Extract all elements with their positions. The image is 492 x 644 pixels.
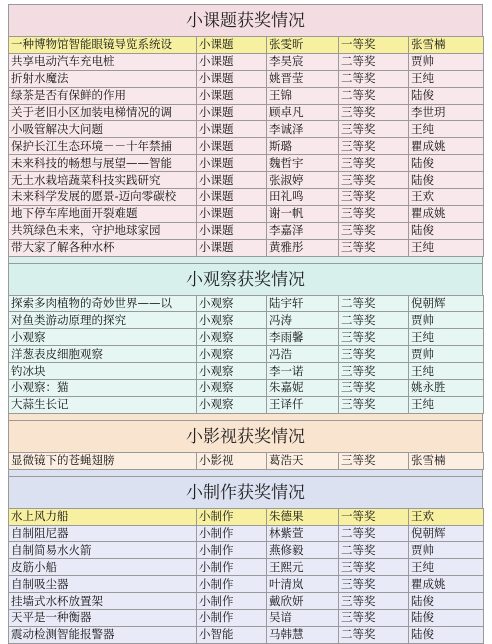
teacher-cell[interactable]: 陆俊 (409, 626, 484, 643)
student-cell[interactable]: 马韩慧 (267, 626, 339, 643)
section-title: 小课题获奖情况 (8, 4, 483, 36)
teacher-cell[interactable]: 贾帅 (409, 542, 484, 559)
project-name-cell[interactable]: 未来科学发展的愿景-迈向零碳校 (9, 189, 197, 206)
table-row[interactable] (9, 138, 484, 155)
teacher-cell[interactable]: 王欢 (409, 508, 484, 525)
section-film (8, 420, 483, 476)
student-cell[interactable]: 吴谙 (267, 610, 339, 627)
table-row[interactable] (9, 104, 484, 121)
section-title: 小制作获奖情况 (8, 476, 483, 508)
teacher-cell[interactable]: 王纯 (409, 329, 484, 346)
student-cell[interactable]: 陆宇轩 (267, 295, 339, 312)
project-name-cell[interactable]: 天平是一种衡器 (9, 610, 197, 627)
student-cell[interactable]: 黄雅彤 (267, 239, 339, 256)
table-row[interactable] (9, 363, 484, 380)
award-cell[interactable]: 一等奖 (339, 508, 409, 525)
category-cell[interactable]: 小观察 (197, 346, 267, 363)
student-cell[interactable]: 戴欣妍 (267, 593, 339, 610)
teacher-cell[interactable]: 王纯 (409, 396, 484, 413)
teacher-cell[interactable]: 姚永胜 (409, 380, 484, 397)
teacher-cell[interactable]: 李世玥 (409, 104, 484, 121)
student-cell[interactable]: 李一诺 (267, 363, 339, 380)
teacher-cell[interactable]: 王纯 (409, 121, 484, 138)
teacher-cell[interactable]: 陆俊 (409, 87, 484, 104)
teacher-cell[interactable]: 陆俊 (409, 155, 484, 172)
project-name-cell[interactable]: 大蒜生长记 (9, 396, 197, 413)
project-name-cell[interactable]: 自制简易水火箭 (9, 542, 197, 559)
student-cell[interactable]: 斯璐 (267, 138, 339, 155)
category-cell[interactable]: 小观察 (197, 380, 267, 397)
project-name-cell[interactable]: 小吸管解决大问题 (9, 121, 197, 138)
table-row[interactable] (9, 205, 484, 222)
section-topic (8, 4, 483, 263)
award-cell[interactable]: 三等奖 (339, 593, 409, 610)
project-name-cell[interactable]: 对鱼类游动原理的探究 (9, 312, 197, 329)
project-name-cell[interactable]: 保护长江生态环境－－十年禁捕 (9, 138, 197, 155)
category-cell[interactable]: 小课题 (197, 87, 267, 104)
teacher-cell[interactable]: 张雪楠 (409, 37, 484, 54)
teacher-cell[interactable]: 贾帅 (409, 346, 484, 363)
teacher-cell[interactable]: 瞿成姚 (409, 576, 484, 593)
student-cell[interactable]: 顾卓凡 (267, 104, 339, 121)
award-cell[interactable]: 三等奖 (339, 610, 409, 627)
section-observe (8, 263, 483, 420)
student-cell[interactable]: 冯浩 (267, 346, 339, 363)
student-cell[interactable]: 王译仟 (267, 396, 339, 413)
teacher-cell[interactable]: 张雪楠 (409, 452, 484, 469)
award-cell[interactable]: 二等奖 (339, 626, 409, 643)
award-cell[interactable]: 二等奖 (339, 312, 409, 329)
award-cell[interactable]: 三等奖 (339, 189, 409, 206)
student-cell[interactable]: 叶清岚 (267, 576, 339, 593)
category-cell[interactable]: 小课题 (197, 239, 267, 256)
award-cell[interactable]: 三等奖 (339, 205, 409, 222)
award-cell[interactable]: 三等奖 (339, 329, 409, 346)
award-cell[interactable]: 三等奖 (339, 172, 409, 189)
award-cell[interactable]: 一等奖 (339, 37, 409, 54)
teacher-cell[interactable]: 贾帅 (409, 312, 484, 329)
project-name-cell[interactable]: 皮筋小船 (9, 559, 197, 576)
teacher-cell[interactable]: 王纯 (409, 70, 484, 87)
category-cell[interactable]: 小课题 (197, 37, 267, 54)
project-name-cell[interactable]: 共筑绿色未来，守护地球家园 (9, 222, 197, 239)
table-row[interactable] (9, 70, 484, 87)
project-name-cell[interactable]: 小观察：猫 (9, 380, 197, 397)
award-cell[interactable]: 三等奖 (339, 559, 409, 576)
student-cell[interactable]: 朱嘉妮 (267, 380, 339, 397)
table-row[interactable] (9, 329, 484, 346)
student-cell[interactable]: 朱德果 (267, 508, 339, 525)
student-cell[interactable]: 李诚泽 (267, 121, 339, 138)
section-title: 小影视获奖情况 (8, 420, 483, 452)
table-row[interactable] (9, 380, 484, 397)
award-cell[interactable]: 三等奖 (339, 239, 409, 256)
student-cell[interactable]: 燕修毅 (267, 542, 339, 559)
teacher-cell[interactable]: 王纯 (409, 363, 484, 380)
category-cell[interactable]: 小制作 (197, 525, 267, 542)
category-cell[interactable]: 小观察 (197, 295, 267, 312)
project-name-cell[interactable]: 挂墙式水杯放置架 (9, 593, 197, 610)
category-cell[interactable]: 小课题 (197, 189, 267, 206)
category-cell[interactable]: 小课题 (197, 205, 267, 222)
category-cell[interactable]: 小影视 (197, 452, 267, 469)
award-table (8, 36, 484, 257)
award-cell[interactable]: 二等奖 (339, 542, 409, 559)
table-row[interactable] (9, 542, 484, 559)
project-name-cell[interactable]: 自制吸尘器 (9, 576, 197, 593)
table-row[interactable] (9, 525, 484, 542)
table-row[interactable] (9, 559, 484, 576)
category-cell[interactable]: 小制作 (197, 559, 267, 576)
category-cell[interactable]: 小课题 (197, 172, 267, 189)
table-row[interactable] (9, 189, 484, 206)
teacher-cell[interactable]: 倪朝辉 (409, 295, 484, 312)
award-table (8, 295, 484, 414)
award-cell[interactable]: 二等奖 (339, 70, 409, 87)
table-row[interactable] (9, 239, 484, 256)
category-cell[interactable]: 小观察 (197, 396, 267, 413)
award-table (8, 508, 484, 644)
category-cell[interactable]: 小课题 (197, 70, 267, 87)
award-cell[interactable]: 三等奖 (339, 155, 409, 172)
student-cell[interactable]: 谢一帆 (267, 205, 339, 222)
table-row[interactable] (9, 346, 484, 363)
award-cell[interactable]: 二等奖 (339, 87, 409, 104)
table-row[interactable] (9, 312, 484, 329)
teacher-cell[interactable]: 陆俊 (409, 610, 484, 627)
table-row[interactable] (9, 626, 484, 643)
student-cell[interactable]: 冯涛 (267, 312, 339, 329)
project-name-cell[interactable]: 无土水栽培蔬菜科技实践研究 (9, 172, 197, 189)
table-row[interactable] (9, 295, 484, 312)
category-cell[interactable]: 小课题 (197, 53, 267, 70)
award-cell[interactable]: 三等奖 (339, 346, 409, 363)
table-row[interactable] (9, 155, 484, 172)
award-sheet (8, 4, 483, 644)
project-name-cell[interactable]: 带大家了解各种水杯 (9, 239, 197, 256)
category-cell[interactable]: 小制作 (197, 508, 267, 525)
project-name-cell[interactable]: 关于老旧小区加装电梯情况的调 (9, 104, 197, 121)
award-cell[interactable]: 二等奖 (339, 53, 409, 70)
student-cell[interactable]: 张淑婷 (267, 172, 339, 189)
student-cell[interactable]: 田礼鸣 (267, 189, 339, 206)
table-row[interactable] (9, 222, 484, 239)
table-row[interactable] (9, 452, 484, 469)
award-cell[interactable]: 三等奖 (339, 222, 409, 239)
category-cell[interactable]: 小智能 (197, 626, 267, 643)
award-cell[interactable]: 三等奖 (339, 104, 409, 121)
project-name-cell[interactable]: 水上风力船 (9, 508, 197, 525)
category-cell[interactable]: 小制作 (197, 542, 267, 559)
student-cell[interactable]: 姚晋莹 (267, 70, 339, 87)
teacher-cell[interactable]: 陆俊 (409, 593, 484, 610)
teacher-cell[interactable]: 王欢 (409, 189, 484, 206)
project-name-cell[interactable]: 共享电动汽车充电桩 (9, 53, 197, 70)
project-name-cell[interactable]: 震动检测智能报警器 (9, 626, 197, 643)
student-cell[interactable]: 葛浩天 (267, 452, 339, 469)
table-row[interactable] (9, 37, 484, 54)
teacher-cell[interactable]: 贾帅 (409, 53, 484, 70)
award-cell[interactable]: 三等奖 (339, 452, 409, 469)
category-cell[interactable]: 小课题 (197, 155, 267, 172)
project-name-cell[interactable]: 洋葱表皮细胞观察 (9, 346, 197, 363)
project-name-cell[interactable]: 钓冰块 (9, 363, 197, 380)
category-cell[interactable]: 小观察 (197, 312, 267, 329)
section-title: 小观察获奖情况 (8, 263, 483, 295)
teacher-cell[interactable]: 瞿成姚 (409, 138, 484, 155)
award-cell[interactable]: 三等奖 (339, 363, 409, 380)
category-cell[interactable]: 小课题 (197, 222, 267, 239)
category-cell[interactable]: 小观察 (197, 329, 267, 346)
student-cell[interactable]: 李嘉泽 (267, 222, 339, 239)
teacher-cell[interactable]: 王纯 (409, 559, 484, 576)
project-name-cell[interactable]: 显微镜下的苍蝇翅膀 (9, 452, 197, 469)
student-cell[interactable]: 李昊宸 (267, 53, 339, 70)
table-row[interactable] (9, 53, 484, 70)
project-name-cell[interactable]: 自制阻尼器 (9, 525, 197, 542)
student-cell[interactable]: 王熙元 (267, 559, 339, 576)
student-cell[interactable]: 李雨馨 (267, 329, 339, 346)
category-cell[interactable]: 小制作 (197, 593, 267, 610)
table-row[interactable] (9, 610, 484, 627)
teacher-cell[interactable]: 王纯 (409, 239, 484, 256)
award-cell[interactable]: 三等奖 (339, 576, 409, 593)
table-row[interactable] (9, 593, 484, 610)
project-name-cell[interactable]: 探索多肉植物的奇妙世界——以 (9, 295, 197, 312)
table-row[interactable] (9, 396, 484, 413)
award-cell[interactable]: 三等奖 (339, 138, 409, 155)
table-row[interactable] (9, 121, 484, 138)
teacher-cell[interactable]: 陆俊 (409, 172, 484, 189)
teacher-cell[interactable]: 倪朝辉 (409, 525, 484, 542)
student-cell[interactable]: 林紫萱 (267, 525, 339, 542)
category-cell[interactable]: 小课题 (197, 138, 267, 155)
table-row[interactable] (9, 508, 484, 525)
category-cell[interactable]: 小观察 (197, 363, 267, 380)
table-row[interactable] (9, 576, 484, 593)
project-name-cell[interactable]: 一种博物馆智能眼镜导览系统设 (9, 37, 197, 54)
category-cell[interactable]: 小课题 (197, 104, 267, 121)
project-name-cell[interactable]: 折射水魔法 (9, 70, 197, 87)
award-cell[interactable]: 三等奖 (339, 121, 409, 138)
award-cell[interactable]: 二等奖 (339, 525, 409, 542)
project-name-cell[interactable]: 绿茶是否有保鲜的作用 (9, 87, 197, 104)
award-table (8, 452, 484, 470)
award-cell[interactable]: 二等奖 (339, 295, 409, 312)
category-cell[interactable]: 小课题 (197, 121, 267, 138)
project-name-cell[interactable]: 小观察 (9, 329, 197, 346)
teacher-cell[interactable]: 瞿成姚 (409, 205, 484, 222)
student-cell[interactable]: 王锦 (267, 87, 339, 104)
project-name-cell[interactable]: 地下停车库地面开裂难题 (9, 205, 197, 222)
category-cell[interactable]: 小制作 (197, 576, 267, 593)
table-row[interactable] (9, 172, 484, 189)
project-name-cell[interactable]: 未来科技的畅想与展望——智能 (9, 155, 197, 172)
teacher-cell[interactable]: 陆俊 (409, 222, 484, 239)
category-cell[interactable]: 小制作 (197, 610, 267, 627)
table-row[interactable] (9, 87, 484, 104)
student-cell[interactable]: 魏哲宇 (267, 155, 339, 172)
award-cell[interactable]: 三等奖 (339, 380, 409, 397)
award-cell[interactable]: 三等奖 (339, 396, 409, 413)
section-make (8, 476, 483, 644)
student-cell[interactable]: 张雯昕 (267, 37, 339, 54)
